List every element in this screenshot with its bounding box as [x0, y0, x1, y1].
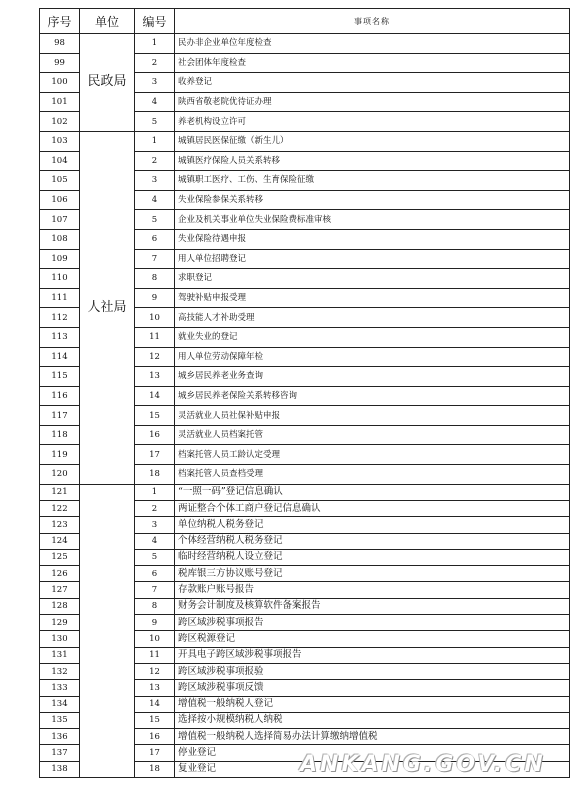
row-seq: 122: [40, 500, 80, 516]
row-seq: 100: [40, 73, 80, 93]
row-num: 15: [135, 406, 175, 426]
row-seq: 130: [40, 631, 80, 647]
row-seq: 135: [40, 712, 80, 728]
row-seq: 134: [40, 696, 80, 712]
row-name: 税库银三方协议账号登记: [175, 566, 570, 582]
row-seq: 107: [40, 210, 80, 230]
row-name: 城乡居民养老保险关系转移咨询: [175, 386, 570, 406]
row-num: 3: [135, 73, 175, 93]
row-num: 8: [135, 598, 175, 614]
row-num: 9: [135, 615, 175, 631]
row-seq: 112: [40, 308, 80, 328]
row-seq: 114: [40, 347, 80, 367]
row-seq: 133: [40, 680, 80, 696]
row-seq: 118: [40, 425, 80, 445]
row-seq: 125: [40, 549, 80, 565]
row-num: 16: [135, 425, 175, 445]
row-name: “一照一码”登记信息确认: [175, 484, 570, 500]
row-name: 求职登记: [175, 269, 570, 289]
row-name: 城镇医疗保险人员关系转移: [175, 151, 570, 171]
row-name: 灵活就业人员社保补贴申报: [175, 406, 570, 426]
row-num: 4: [135, 92, 175, 112]
row-seq: 102: [40, 112, 80, 132]
row-name: 就业失业的登记: [175, 327, 570, 347]
row-seq: 110: [40, 269, 80, 289]
row-num: 8: [135, 269, 175, 289]
row-seq: 106: [40, 190, 80, 210]
row-name: 社会团体年度检查: [175, 53, 570, 73]
row-name: 财务会计制度及核算软件备案报告: [175, 598, 570, 614]
row-num: 4: [135, 190, 175, 210]
row-name: 档案托管人员工龄认定受理: [175, 445, 570, 465]
row-seq: 131: [40, 647, 80, 663]
row-seq: 113: [40, 327, 80, 347]
row-name: 城镇职工医疗、工伤、生育保险征缴: [175, 171, 570, 191]
row-num: 5: [135, 549, 175, 565]
row-num: 16: [135, 729, 175, 745]
row-name: 跨区域涉税事项报告: [175, 615, 570, 631]
row-num: 2: [135, 500, 175, 516]
row-seq: 119: [40, 445, 80, 465]
row-num: 4: [135, 533, 175, 549]
row-name: 用人单位招聘登记: [175, 249, 570, 269]
row-name: 存款账户账号报告: [175, 582, 570, 598]
table-row: [40, 34, 570, 54]
row-seq: 116: [40, 386, 80, 406]
row-seq: 105: [40, 171, 80, 191]
row-num: 6: [135, 566, 175, 582]
row-num: 9: [135, 288, 175, 308]
row-seq: 123: [40, 517, 80, 533]
row-name: 用人单位劳动保障年检: [175, 347, 570, 367]
row-seq: 117: [40, 406, 80, 426]
matters-table: [39, 8, 570, 778]
row-seq: 136: [40, 729, 80, 745]
row-name: 档案托管人员查档受理: [175, 465, 570, 485]
row-name: 失业保险待遇申报: [175, 229, 570, 249]
row-name: 个体经营纳税人税务登记: [175, 533, 570, 549]
header-num: 编号: [135, 9, 175, 34]
row-num: 3: [135, 517, 175, 533]
row-num: 15: [135, 712, 175, 728]
unit-cell: 人社局: [80, 131, 135, 484]
header-name: 事项名称: [175, 9, 570, 34]
row-seq: 137: [40, 745, 80, 761]
table-body: [40, 34, 570, 778]
row-name: 跨区域涉税事项反馈: [175, 680, 570, 696]
row-num: 12: [135, 347, 175, 367]
row-num: 18: [135, 465, 175, 485]
row-num: 5: [135, 112, 175, 132]
row-seq: 129: [40, 615, 80, 631]
row-name: 养老机构设立许可: [175, 112, 570, 132]
row-seq: 115: [40, 367, 80, 387]
unit-cell: [80, 484, 135, 777]
row-name: 开具电子跨区域涉税事项报告: [175, 647, 570, 663]
row-seq: 121: [40, 484, 80, 500]
header-row: [40, 9, 570, 34]
row-num: 10: [135, 631, 175, 647]
row-num: 13: [135, 367, 175, 387]
site-watermark: ANKANG.GOV.CN: [300, 752, 546, 777]
row-num: 7: [135, 582, 175, 598]
row-seq: 132: [40, 663, 80, 679]
row-seq: 120: [40, 465, 80, 485]
row-num: 1: [135, 34, 175, 54]
row-name: 城镇居民医保征缴（新生儿）: [175, 131, 570, 151]
row-seq: 108: [40, 229, 80, 249]
table-row: [40, 131, 570, 151]
row-num: 14: [135, 696, 175, 712]
row-name: 收养登记: [175, 73, 570, 93]
row-num: 2: [135, 151, 175, 171]
row-num: 17: [135, 445, 175, 465]
row-num: 6: [135, 229, 175, 249]
row-seq: 98: [40, 34, 80, 54]
row-num: 17: [135, 745, 175, 761]
row-name: 民办非企业单位年度检查: [175, 34, 570, 54]
row-name: 选择按小规模纳税人纳税: [175, 712, 570, 728]
row-name: 单位纳税人税务登记: [175, 517, 570, 533]
row-num: 11: [135, 327, 175, 347]
header-unit: 单位: [80, 9, 135, 34]
row-num: 2: [135, 53, 175, 73]
row-name: 高技能人才补助受理: [175, 308, 570, 328]
row-num: 13: [135, 680, 175, 696]
row-name: 灵活就业人员档案托管: [175, 425, 570, 445]
row-seq: 104: [40, 151, 80, 171]
row-name: 失业保险参保关系转移: [175, 190, 570, 210]
row-seq: 109: [40, 249, 80, 269]
row-seq: 126: [40, 566, 80, 582]
row-name: 复业登记: [175, 761, 570, 777]
row-name: 临时经营纳税人设立登记: [175, 549, 570, 565]
row-name: 陕西省敬老院优待证办理: [175, 92, 570, 112]
row-name: 增值税一般纳税人选择简易办法计算缴纳增值税: [175, 729, 570, 745]
row-num: 1: [135, 484, 175, 500]
unit-cell: 民政局: [80, 34, 135, 132]
row-seq: 101: [40, 92, 80, 112]
header-seq: 序号: [40, 9, 80, 34]
row-seq: 99: [40, 53, 80, 73]
row-seq: 138: [40, 761, 80, 777]
row-num: 3: [135, 171, 175, 191]
row-num: 12: [135, 663, 175, 679]
row-num: 5: [135, 210, 175, 230]
row-name: 跨区域涉税事项报验: [175, 663, 570, 679]
row-seq: 103: [40, 131, 80, 151]
row-seq: 124: [40, 533, 80, 549]
row-num: 10: [135, 308, 175, 328]
row-num: 14: [135, 386, 175, 406]
row-num: 1: [135, 131, 175, 151]
row-name: 驾驶补贴申报受理: [175, 288, 570, 308]
row-name: 企业及机关事业单位失业保险费标准审核: [175, 210, 570, 230]
row-num: 18: [135, 761, 175, 777]
table-row: [40, 484, 570, 500]
row-seq: 128: [40, 598, 80, 614]
row-seq: 127: [40, 582, 80, 598]
row-num: 11: [135, 647, 175, 663]
row-name: 跨区税源登记: [175, 631, 570, 647]
row-num: 7: [135, 249, 175, 269]
row-seq: 111: [40, 288, 80, 308]
row-name: 停业登记: [175, 745, 570, 761]
row-name: 城乡居民养老业务查询: [175, 367, 570, 387]
row-name: 两证整合个体工商户登记信息确认: [175, 500, 570, 516]
row-name: 增值税一般纳税人登记: [175, 696, 570, 712]
